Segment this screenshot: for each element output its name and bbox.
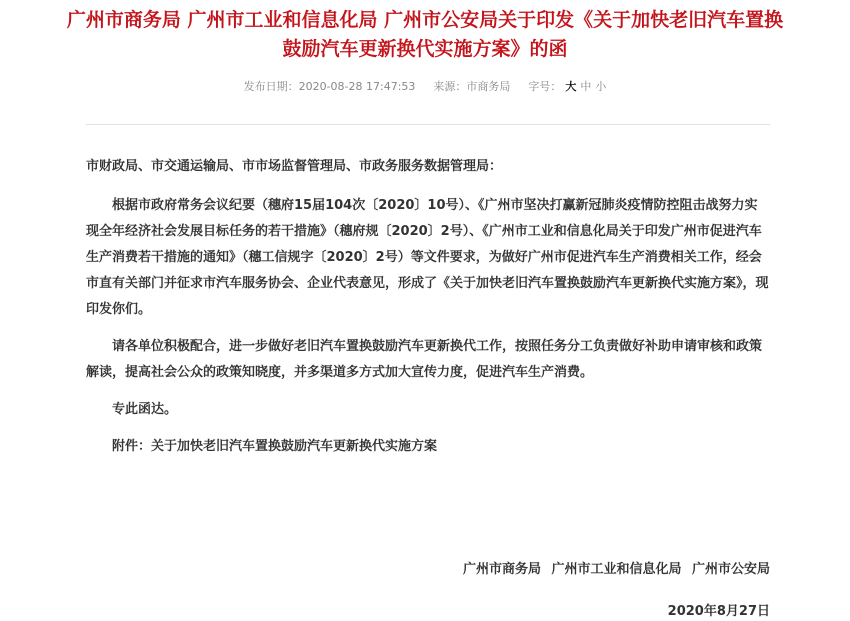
body-paragraph-1: 根据市政府常务会议纪要（穗府15届104次〔2020〕10号）、《广州市坚决打赢新冠肺炎疫情防控阻击战努力实现全年经济社会发展目标任务的若干措施》（穗府规〔2020〕2号）、《广州市工业和信息化局关于印发广州市促进汽车生产消费若干措施的通知》（穗工信规字〔2020〕2号）等文件要求，为做好广州市促进汽车生产消费相关工作，经会市直有关部门并征求市汽车服务协会、企业代表意见，形成了《关于加快老旧汽车置换鼓励汽车更新换代实施方案》，现印发你们。	[86, 198, 769, 317]
signing-date: 2020年8月27日	[667, 604, 770, 619]
document-body	[86, 154, 770, 460]
publish-date-value: 2020-08-28 17:47:53	[298, 80, 416, 93]
source-value: 市商务局	[466, 80, 511, 93]
font-size-small-button[interactable]: 小	[595, 80, 607, 93]
addressee: 市财政局、市交通运输局、市市场监督管理局、市政务服务数据管理局：	[86, 159, 503, 174]
attachment-line: 附件：关于加快老旧汽车置换鼓励汽车更新换代实施方案	[112, 439, 438, 454]
publish-date-label: 发布日期：	[243, 80, 299, 93]
body-paragraph-2: 请各单位积极配合，进一步做好老旧汽车置换鼓励汽车更新换代工作，按照任务分工负责做好补助申请审核和政策解读，提高社会公众的政策知晓度，并多渠道多方式加大宣传力度，促进汽车生产消费。	[86, 339, 763, 380]
font-size-medium-button[interactable]: 中	[580, 80, 592, 93]
closing-line: 专此函达。	[112, 402, 178, 417]
header-divider	[86, 124, 770, 125]
signing-agencies: 广州市商务局 广州市工业和信息化局 广州市公安局	[462, 562, 770, 577]
document-title: 广州市商务局 广州市工业和信息化局 广州市公安局关于印发《关于加快老旧汽车置换鼓励汽车更新换代实施方案》的函	[66, 9, 784, 60]
font-size-label: 字号：	[528, 80, 562, 93]
document-meta	[0, 79, 850, 95]
source-label: 来源：	[433, 80, 467, 93]
font-size-large-button[interactable]: 大	[565, 80, 577, 93]
